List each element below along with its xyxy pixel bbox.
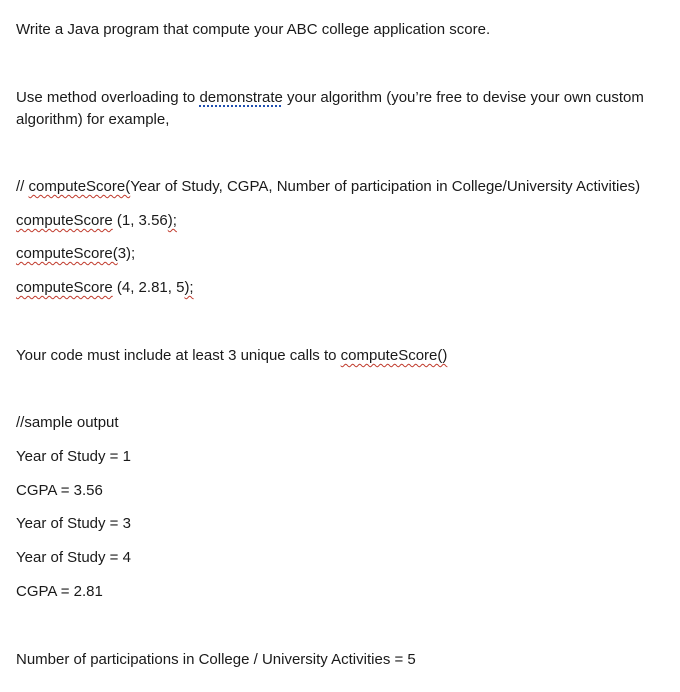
sample-output-line: CGPA = 3.56 [16, 482, 103, 499]
instruction-text-before: Use method overloading to [16, 89, 200, 106]
intro-paragraph: Write a Java program that compute your ABC college application score. [16, 21, 491, 38]
code-call-1 [16, 210, 672, 232]
comment-prefix: // [16, 178, 29, 195]
final-output-line: Number of participations in College / University Activities = 5 [16, 651, 416, 668]
sample-output-line: Year of Study = 4 [16, 549, 131, 566]
call-3-tail[interactable]: ); [184, 279, 194, 296]
instruction-paragraph [16, 87, 666, 131]
sample-output-line: Year of Study = 1 [16, 448, 131, 465]
call-3-method[interactable]: computeScore [16, 279, 113, 296]
call-3-args: (4, 2.81, 5 [112, 279, 185, 296]
sample-output-line: Year of Study = 3 [16, 515, 131, 532]
signature-comment [16, 176, 672, 198]
call-1-args: (1, 3.56 [112, 212, 168, 229]
code-call-2 [16, 243, 672, 265]
call-1-method[interactable]: computeScore [16, 212, 113, 229]
call-1-tail[interactable]: ); [167, 212, 177, 229]
sample-output-header: //sample output [16, 414, 119, 431]
instruction-text-after: your algorithm (you’re free to devise your own custom algorithm) for example, [16, 89, 644, 128]
flagged-word[interactable]: demonstrate [199, 89, 283, 106]
sample-output-line: CGPA = 2.81 [16, 583, 103, 600]
requirement-text: Your code must include at least 3 unique calls to [16, 347, 341, 364]
requirement-paragraph [16, 345, 672, 367]
call-2-args: 3); [117, 245, 136, 262]
requirement-method[interactable]: computeScore() [340, 347, 448, 364]
signature-params: Year of Study, CGPA, Number of participation in College/University Activities) [130, 178, 641, 195]
code-call-3 [16, 277, 672, 299]
signature-method-name[interactable]: computeScore( [28, 178, 131, 195]
call-2-method[interactable]: computeScore( [16, 245, 118, 262]
